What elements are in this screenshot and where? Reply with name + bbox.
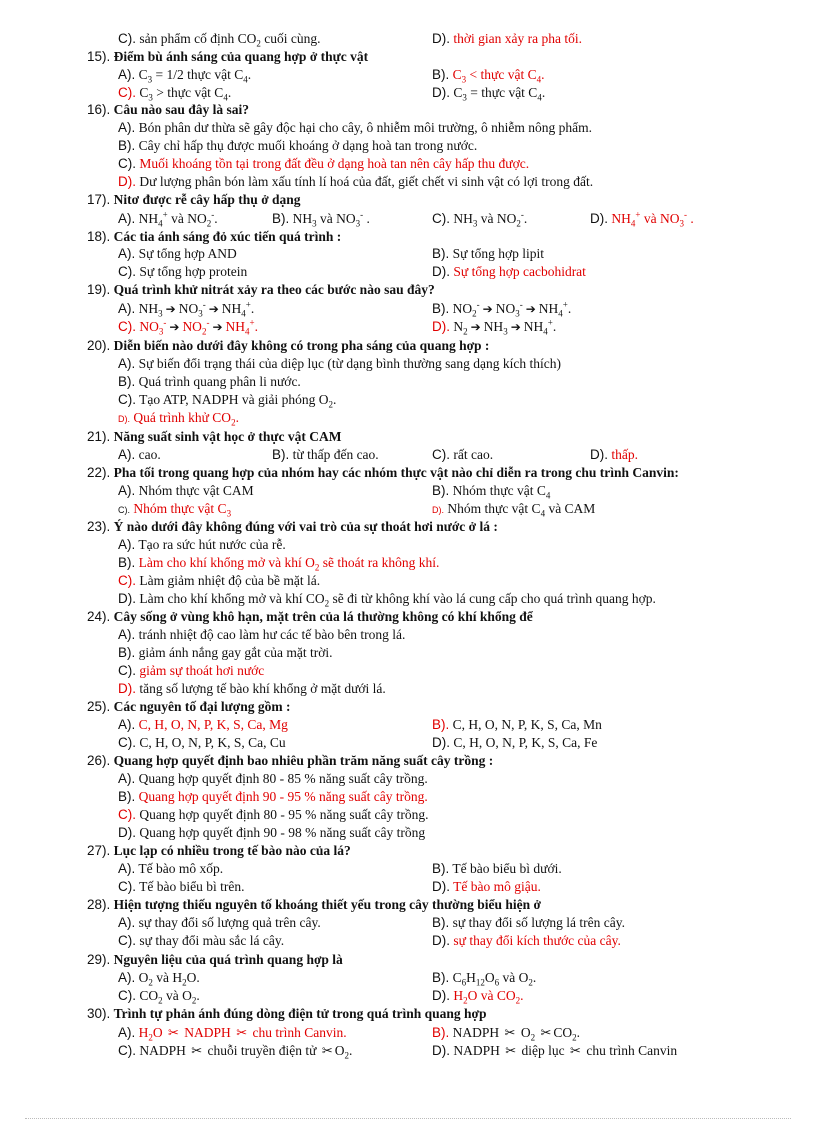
q28-stem: 28). Hiện tượng thiếu nguyên tố khoáng thiết yếu trong cây thường biểu hiện ở [87,897,541,912]
q23-option-d: D). Làm cho khí khổng mở và khí $CO_2$ sẽ đi từ không khí vào lá cung cấp cho quá trình quang hợp. [118,591,656,609]
arrow-right-icon: ➔ [165,302,176,316]
scissors-icon: ✂ [236,1026,248,1041]
q24-stem: 24). Cây sống ở vùng khô hạn, mặt trên của lá thường không có khí khổng để [87,609,533,624]
q24-option-b: B). giảm ánh nắng gay gắt của mặt trời. [118,645,333,660]
q15-option-d: D). $C_3$ = thực vật $C_4$. [432,85,546,103]
q25-option-c: C). C, H, O, N, P, K, S, Ca, Cu [118,735,286,750]
q18-stem: 18). Các tia ánh sáng đỏ xúc tiến quá trình : [87,229,342,244]
arrow-right-icon: ➔ [470,320,481,334]
q20-option-b: B). Quá trình quang phân li nước. [118,374,301,389]
q23-option-b: B). Làm cho khí khổng mở và khí $O_2$ sẽ thoát ra không khí. [118,555,440,573]
q22-option-d: D). Nhóm thực vật $C_4$ và CAM [432,501,596,519]
q27-option-d: D). Tế bào mô giậu. [432,879,541,894]
q14-option-c: C). sản phẩm cố định $CO_2$ cuối cùng. [118,31,321,49]
q30-option-d: D). NADPH ✂ diệp lục ✂ chu trình Canvin [432,1043,678,1059]
q28-option-a: A). sự thay đổi số lượng quả trên cây. [118,915,321,930]
q24-option-d: D). tăng số lượng tế bào khí khổng ở mặt dưới lá. [118,681,386,696]
q16-stem: 16). Câu nào sau đây là sai? [87,102,250,117]
q24-option-a: A). tránh nhiệt độ cao làm hư các tế bào bên trong lá. [118,627,406,642]
q27-stem: 27). Lục lạp có nhiều trong tế bào nào của lá? [87,843,351,858]
q17-option-c: C). $NH_3$ và $NO_2^-$. [432,209,528,229]
q26-stem: 26). Quang hợp quyết định bao nhiêu phần trăm năng suất cây trồng : [87,753,494,768]
q26-option-b: B). Quang hợp quyết định 90 - 95 % năng suất cây trồng. [118,789,428,804]
q22-option-c: C). Nhóm thực vật $C_3$ [118,501,232,519]
q18-option-a: A). Sự tổng hợp AND [118,246,237,261]
q15-stem: 15). Điểm bù ánh sáng của quang hợp ở thực vật [87,49,369,64]
q25-option-d: D). C, H, O, N, P, K, S, Ca, Fe [432,735,598,750]
q21-option-d: D). thấp. [590,447,638,462]
page-bottom-divider [25,1118,791,1119]
q21-option-a: A). cao. [118,447,161,462]
q24-option-c: C). giảm sự thoát hơi nước [118,663,265,678]
q17-option-b: B). $NH_3$ và $NO_3^-$ . [272,209,370,229]
q17-option-a: A). $NH_4^+$ và $NO_2^-$. [118,209,218,229]
arrow-right-icon: ➔ [208,302,219,316]
q28-option-b: B). sự thay đổi số lượng lá trên cây. [432,915,626,930]
q16-option-c: C). Muối khoáng tồn tại trong đất đều ở dạng hoà tan nên cây hấp thu được. [118,156,530,171]
arrow-right-icon: ➔ [510,320,521,334]
q28-option-c: C). sự thay đổi màu sắc lá cây. [118,933,285,948]
q20-option-d: D). Quá trình khử $CO_2$. [118,410,239,428]
q27-option-c: C). Tế bào biểu bì trên. [118,879,245,894]
scissors-icon: ✂ [505,1044,517,1059]
q14-option-d: D). thời gian xảy ra pha tối. [432,31,582,46]
q23-option-a: A). Tạo ra sức hút nước của rễ. [118,537,286,552]
q28-option-d: D). sự thay đổi kích thước của cây. [432,933,621,948]
q25-option-a: A). C, H, O, N, P, K, S, Ca, Mg [118,717,288,732]
q21-option-c: C). rất cao. [432,447,494,462]
scissors-icon: ✂ [504,1026,516,1041]
scissors-icon: ✂ [570,1044,581,1059]
q29-stem: 29). Nguyên liệu của quá trình quang hợp là [87,952,343,967]
q18-option-d: D). Sự tổng hợp cacbohidrat [432,264,586,279]
q16-option-b: B). Cây chỉ hấp thụ được muối khoáng ở dạng hoà tan trong nước. [118,138,478,153]
arrow-right-icon: ➔ [525,302,536,316]
q22-option-b: B). Nhóm thực vật $C_4$ [432,483,551,501]
q29-option-c: C). $CO_2$ và $O_2$. [118,988,200,1006]
q30-stem: 30). Trình tự phản ánh đúng dòng điện tử trong quá trình quang hợp [87,1006,487,1021]
q15-option-a: A). $C_3 = 1/2$ thực vật $C_4$. [118,67,252,85]
q16-option-d: D). Dư lượng phân bón làm xấu tính lí hoá của đất, giết chết vi sinh vật có lợi trong đất. [118,174,594,189]
q18-option-b: B). Sự tổng hợp lipit [432,246,544,261]
q23-option-c: C). Làm giảm nhiệt độ của bề mặt lá. [118,573,321,588]
q19-option-c: C). $NO_3^-$ ➔ $NO_2^-$ ➔ $NH_4^+$. [118,317,258,337]
arrow-right-icon: ➔ [482,302,493,316]
q15-option-c: C). $C_3$ > thực vật $C_4$. [118,85,232,103]
q19-option-d: D). $N_2$ ➔ $NH_3$ ➔ $NH_4^+$. [432,317,557,337]
q30-option-a: A). $H_2O$ ✂ NADPH ✂ chu trình Canvin. [118,1025,347,1043]
q30-option-b: B). NADPH ✂ $O_2$ ✂ $CO_2$. [432,1025,580,1043]
q23-stem: 23). Ý nào dưới đây không đúng với vai trò của sự thoát hơi nước ở lá : [87,519,498,534]
q19-option-b: B). $NO_2^-$ ➔ $NO_3^-$ ➔ $NH_4^+$. [432,299,572,319]
q17-option-d: D). $NH_4^+$ và $NO_3^-$ . [590,209,694,229]
q27-option-a: A). Tế bào mô xốp. [118,861,224,876]
scissors-icon: ✂ [540,1026,552,1041]
q20-option-a: A). Sự biến đổi trạng thái của diệp lục (từ dạng bình thường sang dạng kích thích) [118,356,562,371]
q22-stem: 22). Pha tối trong quang hợp của nhóm hay các nhóm thực vật nào chỉ diễn ra trong chu trình Canvin: [87,465,679,480]
q25-stem: 25). Các nguyên tố đại lượng gồm : [87,699,291,714]
q29-option-d: D). $H_2O$ và $CO_2$. [432,988,524,1006]
q21-option-b: B). từ thấp đến cao. [272,447,379,462]
q29-option-b: B). $C_6H_{12}O_6$ và $O_2$. [432,970,537,988]
arrow-right-icon: ➔ [212,320,223,334]
q16-option-a: A). Bón phân dư thừa sẽ gây độc hại cho cây, ô nhiễm môi trường, ô nhiễm nông phẩm. [118,120,593,135]
q19-option-a: A). $NH_3$ ➔ $NO_3^-$ ➔ $NH_4^+$. [118,299,255,319]
q18-option-c: C). Sự tổng hợp protein [118,264,248,279]
q21-stem: 21). Năng suất sinh vật học ở thực vật CAM [87,429,342,444]
q25-option-b: B). C, H, O, N, P, K, S, Ca, Mn [432,717,602,732]
q30-option-c: C). NADPH ✂ chuỗi truyền điện tử ✂ $O_2$. [118,1043,353,1061]
q19-stem: 19). Quá trình khử nitrát xảy ra theo các bước nào sau đây? [87,282,435,297]
q29-option-a: A). $O_2$ và $H_2O$. [118,970,200,988]
scissors-icon: ✂ [168,1026,179,1041]
q15-option-b: B). $C_3$ < thực vật $C_4$. [432,67,545,85]
q27-option-b: B). Tế bào biểu bì dưới. [432,861,562,876]
q20-option-c: C). Tạo ATP, NADPH và giải phóng $O_2$. [118,392,337,410]
q26-option-a: A). Quang hợp quyết định 80 - 85 % năng suất cây trồng. [118,771,428,786]
q22-option-a: A). Nhóm thực vật CAM [118,483,254,498]
scissors-icon: ✂ [191,1044,203,1059]
q26-option-c: C). Quang hợp quyết định 80 - 95 % năng suất cây trồng. [118,807,429,822]
scissors-icon: ✂ [321,1044,333,1059]
q20-stem: 20). Diễn biến nào dưới đây không có trong pha sáng của quang hợp : [87,338,490,353]
q17-stem: 17). Nitơ được rễ cây hấp thụ ở dạng [87,192,301,207]
q26-option-d: D). Quang hợp quyết định 90 - 98 % năng suất cây trồng [118,825,426,840]
arrow-right-icon: ➔ [169,320,180,334]
